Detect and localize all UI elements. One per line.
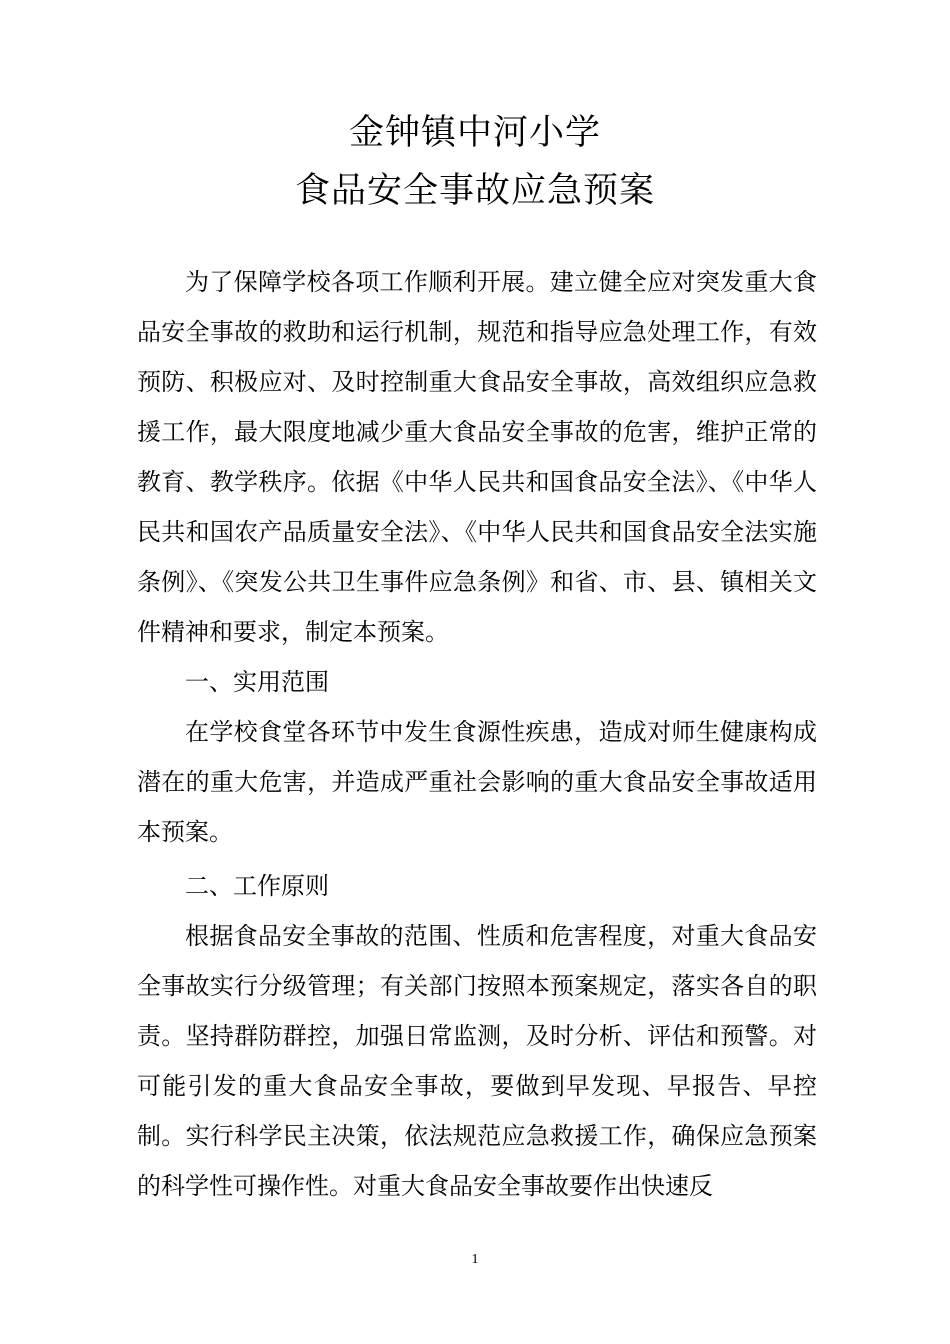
section-heading-scope: 一、实用范围 <box>185 668 329 696</box>
principles-paragraph: 根据食品安全事故的范围、性质和危害程度，对重大食品安全事故实行分级管理；有关部门按照本预案规定，落实各自的职责。坚持群防群控，加强日常监测，及时分析、评估和预警。对可能引发的重大食品安全事故，要做到早发现、早报告、早控制。实行科学民主决策，依法规范应急救援工作，确保应急预案的科学性可操作性。对重大食品安全事故要作出快速反 <box>137 922 817 1200</box>
intro-paragraph: 为了保障学校各项工作顺利开展。建立健全应对突发重大食品安全事故的救助和运行机制，规范和指导应急处理工作，有效预防、积极应对、及时控制重大食品安全事故，高效组织应急救援工作，最大限度地减少重大食品安全事故的危害，维护正常的教育、教学秩序。依据《中华人民共和国食品安全法》、《中华人民共和国农产品质量安全法》、《中华人民共和国食品安全法实施条例》、《突发公共卫生事件应急条例》和省、市、县、镇相关文件精神和要求，制定本预案。 <box>137 268 817 646</box>
document-body <box>137 257 817 1211</box>
scope-paragraph: 在学校食堂各环节中发生食源性疾患，造成对师生健康构成潜在的重大危害，并造成严重社会影响的重大食品安全事故适用本预案。 <box>137 718 817 846</box>
document-title <box>0 104 950 220</box>
page-number: 1 <box>471 1252 479 1267</box>
title-plan-name: 食品安全事故应急预案 <box>294 171 655 211</box>
section-heading-principles: 二、工作原则 <box>185 872 329 900</box>
title-school-name: 金钟镇中河小学 <box>348 113 601 153</box>
